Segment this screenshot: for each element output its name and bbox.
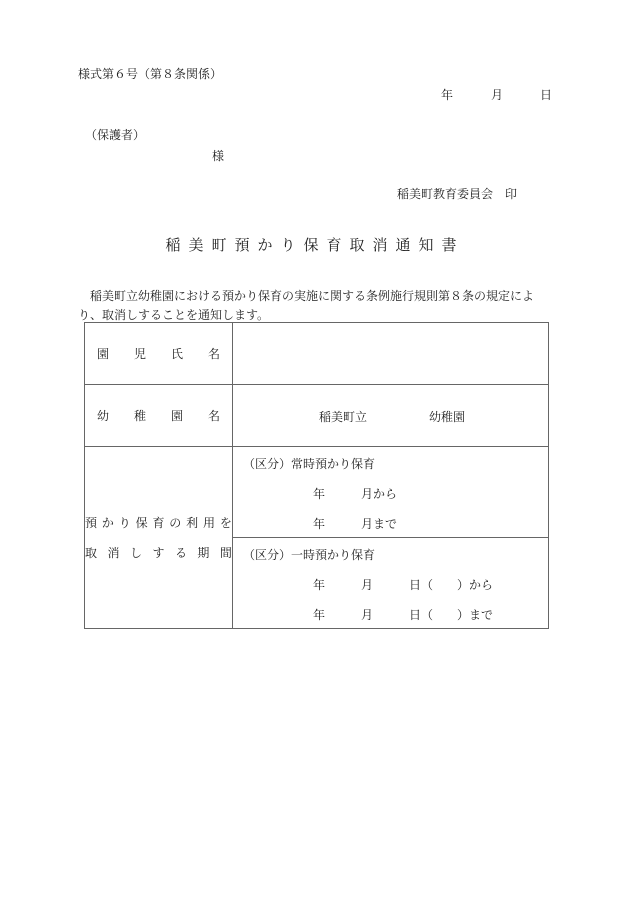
date-day: 日 <box>540 88 553 102</box>
label-char: 育 <box>152 515 165 530</box>
child-name-field[interactable] <box>233 323 549 385</box>
label-char: 園 <box>97 347 110 361</box>
label-char: 用 <box>203 515 216 530</box>
label-char: 利 <box>186 515 199 530</box>
temporary-kind: （区分）一時預かり保育 <box>243 548 376 562</box>
label-char: か <box>101 515 114 530</box>
temporary-to-day: 日（ <box>409 608 434 622</box>
regular-care-cell[interactable] <box>233 447 549 538</box>
label-char: 稚 <box>133 409 146 423</box>
form-table <box>84 322 549 629</box>
label-char: り <box>118 515 131 530</box>
label-char: 預 <box>85 515 98 530</box>
date-month: 月 <box>491 88 504 102</box>
temporary-from-line <box>233 568 548 598</box>
label-char: す <box>152 545 165 560</box>
form-number: 様式第６号（第８条関係） <box>78 67 223 81</box>
label-char: 氏 <box>170 347 183 361</box>
label-char: の <box>169 515 182 530</box>
label-char: る <box>174 545 187 560</box>
temporary-from-month: 月 <box>361 578 374 592</box>
document-title: 稲美町預かり保育取消通知書 <box>165 236 465 254</box>
label-char: 名 <box>207 347 220 361</box>
kindergarten-suffix: 幼稚園 <box>429 409 466 424</box>
regular-kind-line <box>233 447 548 477</box>
label-char: し <box>129 545 142 560</box>
regular-from-month: 月から <box>361 487 398 501</box>
body-text <box>78 287 552 325</box>
honorific: 様 <box>212 149 225 163</box>
issuer: 稲美町教育委員会 印 <box>397 187 518 201</box>
body-paragraph: 稲美町立幼稚園における預かり保育の実施に関する条例施行規則第８条の規定により、取消しすることを通知します。 <box>78 289 535 322</box>
temporary-to-close: ）まで <box>457 608 494 622</box>
child-name-row <box>85 323 549 385</box>
label-char: 間 <box>219 545 232 560</box>
temporary-to-year: 年 <box>313 608 326 622</box>
date-year: 年 <box>441 88 454 102</box>
regular-from-year: 年 <box>313 487 326 501</box>
kindergarten-label <box>85 385 233 447</box>
label-char: 園 <box>170 409 183 423</box>
label-char: 取 <box>85 545 98 560</box>
regular-to-month: 月まで <box>361 517 398 531</box>
temporary-from-year: 年 <box>313 578 326 592</box>
kindergarten-row <box>85 385 549 447</box>
regular-kind: （区分）常時預かり保育 <box>243 457 376 471</box>
label-char: 期 <box>197 545 210 560</box>
temporary-from-day: 日（ <box>409 578 434 592</box>
label-char: 児 <box>133 347 146 361</box>
temporary-to-line <box>233 598 548 628</box>
label-char: 名 <box>207 409 220 423</box>
regular-from-line <box>233 477 548 507</box>
guardian-label: （保護者） <box>85 128 146 142</box>
temporary-care-cell[interactable] <box>233 538 549 629</box>
temporary-to-month: 月 <box>361 608 374 622</box>
temporary-from-close: ）から <box>457 578 494 592</box>
label-char: 幼 <box>97 409 110 423</box>
kindergarten-field[interactable] <box>233 385 549 447</box>
label-char: 保 <box>135 515 148 530</box>
temporary-kind-line <box>233 538 548 568</box>
label-char: を <box>219 515 232 530</box>
regular-care-row <box>85 447 549 538</box>
child-name-label <box>85 323 233 385</box>
regular-to-year: 年 <box>313 517 326 531</box>
regular-to-line <box>233 507 548 537</box>
kindergarten-prefix: 稲美町立 <box>319 409 368 424</box>
cancel-period-label <box>85 447 233 629</box>
label-char: 消 <box>107 545 120 560</box>
